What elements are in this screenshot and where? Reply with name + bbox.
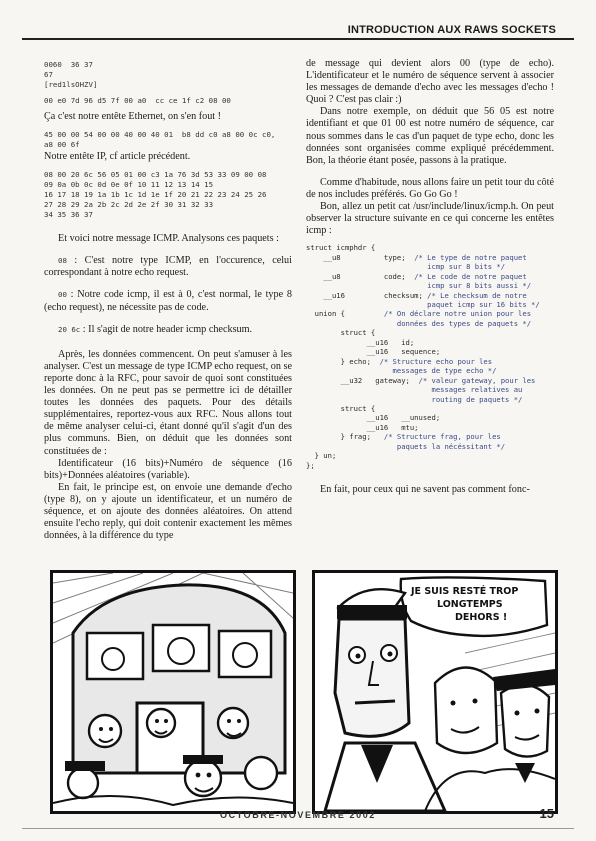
code-line xyxy=(306,432,554,441)
code-line xyxy=(306,262,554,271)
data-analysis-para: Après, les données commencent. On peut s'amuser à les analyser. C'est un message de type ICMP echo request, on se reporte donc à la RFC, pour savoir de quoi sont constituées les données. On ne peut pas se permettre ici de détailler toutes les données des paquets. Pour des détails supplémentaires, reportez-vous aux RFC. Nous allons tout de même analyser celui-ci, étant donné qu'il s'agit d'un des plus communs. Bien, on déduit que les données sont constituées de : xyxy=(44,348,292,457)
code-statement xyxy=(306,442,384,451)
code-statement: struct { xyxy=(306,404,376,414)
code-line xyxy=(306,376,554,385)
bubble-line-1: JE SUIS RESTÉ TROP xyxy=(411,586,519,597)
code-statement xyxy=(306,300,427,309)
code-line xyxy=(306,451,554,460)
code-statement xyxy=(306,395,419,404)
code-comment: /* On déclare notre union pour les xyxy=(383,309,532,319)
type-text: : C'est notre type ICMP, en l'occurence, celui correspondant à notre echo request. xyxy=(44,255,292,279)
code-statement: __u16 __unused; xyxy=(306,413,441,423)
code-comment: paquets la nécéssitant */ xyxy=(383,441,506,451)
code-line xyxy=(306,272,554,281)
page-number: 15 xyxy=(539,806,554,821)
code-comment: /* Le code de notre paquet xyxy=(414,271,527,281)
footer-rule xyxy=(22,828,574,829)
code-comment: paquet icmp sur 16 bits */ xyxy=(427,300,540,310)
comic-panel-outside xyxy=(312,570,558,814)
code-statement: __u8 type; xyxy=(306,252,415,262)
code-statement: } frag; xyxy=(306,432,384,442)
code-line xyxy=(306,385,554,394)
hex-dump-tail: 0060 36 37 67 [red1lsOHZV] xyxy=(44,60,98,89)
checksum-code: 20 6c xyxy=(58,324,81,334)
code-statement: union { xyxy=(306,309,384,319)
code-comment: icmp sur 8 bits */ xyxy=(414,262,506,272)
code-line xyxy=(306,404,554,413)
code-comment: /* Le type de notre paquet xyxy=(414,252,527,262)
code-line xyxy=(306,319,554,328)
icmp-intro: Et voici notre message ICMP. Analysons ces paquets : xyxy=(58,233,279,245)
code-line xyxy=(306,395,554,404)
code-line xyxy=(306,281,554,290)
code-line xyxy=(306,338,554,347)
hex-ip: 45 00 00 54 00 00 40 00 40 01 b8 dd c0 a8 00 0c c0, a8 00 6f xyxy=(44,130,276,150)
code-statement xyxy=(306,385,419,394)
code-line xyxy=(306,328,554,337)
data-structure-para: Identificateur (16 bits)+Numéro de séquence (16 bits)+Données aléatoires (variable). xyxy=(44,457,292,481)
code-statement xyxy=(306,262,414,271)
echo-type-para: de message qui devient alors 00 (type de echo). L'identificateur et le numéro de séquence servent à associer les messages de demande d'echo avec les messages d'echo ! Quoi ? C'est pas clair :) xyxy=(306,58,554,106)
code-comment: /* valeur gateway, pour les xyxy=(418,375,536,385)
code-statement: struct icmphdr { xyxy=(306,243,376,253)
left-column xyxy=(44,58,292,542)
code-statement: } echo; xyxy=(306,356,380,366)
code-statement: __u8 code; xyxy=(306,271,415,281)
code-statement xyxy=(306,281,414,290)
type-code: 08 xyxy=(58,256,67,266)
code-statement: __u16 id; xyxy=(306,337,415,347)
code-comment: /* Structure echo pour les xyxy=(379,356,493,366)
code-line xyxy=(306,366,554,375)
issue-date: OCTOBRE-NOVEMBRE 2002 xyxy=(220,810,376,820)
code-line xyxy=(306,423,554,432)
code-code: 00 xyxy=(58,290,67,300)
code-comment: données des types de paquets */ xyxy=(383,318,532,328)
code-statement: __u16 mtu; xyxy=(306,422,419,432)
character-illustration xyxy=(315,573,555,811)
code-line xyxy=(306,253,554,262)
includes-para: Comme d'habitude, nous allons faire un petit tour du côté de nos includes préférés. Go Go Go ! xyxy=(306,176,554,200)
ethernet-caption: Ça c'est notre entête Ethernet, on s'en fout ! xyxy=(44,111,222,122)
code-comment: icmp sur 8 bits aussi */ xyxy=(414,281,532,291)
icmphdr-code-block xyxy=(306,243,554,470)
bus-crowd-illustration xyxy=(53,573,293,811)
code-line xyxy=(306,347,554,356)
code-comment: /* Le checksum de notre xyxy=(427,290,527,300)
icmp-checksum-para xyxy=(44,324,292,336)
code-statement: struct { xyxy=(306,328,376,338)
running-header: INTRODUCTION AUX RAWS SOCKETS xyxy=(347,24,556,36)
principle-para: En fait, le principe est, on envoie une demande d'echo (type 8), on y ajoute un identificateur, et un numéro de séquence, et on ajoute des données aléatoires. On attend ensuite l'echo reply, qui doit contenir exactement les mêmes données, à la différence du type xyxy=(44,481,292,542)
code-statement xyxy=(306,319,384,328)
example-para: Dans notre exemple, on déduit que 56 05 est notre identifiant et que 01 00 est notre numéro de séquence, car nous sommes dans le cas d'un paquet de type echo, donc les données sont organisées comme expliqué précédemment. Bon, la théorie étant posée, passons à la pratique. xyxy=(306,106,554,166)
code-line xyxy=(306,291,554,300)
icmp-type-para xyxy=(44,255,292,279)
code-statement: __u32 gateway; xyxy=(306,375,419,385)
checksum-text: : Il s'agit de notre header icmp checksum. xyxy=(80,323,253,335)
code-statement: }; xyxy=(306,460,315,470)
code-line xyxy=(306,300,554,309)
code-statement: } un; xyxy=(306,451,337,461)
code-comment: routing de paquets */ xyxy=(418,394,523,404)
code-statement: __u16 sequence; xyxy=(306,347,441,357)
hex-ethernet: 00 e0 7d 96 d5 7f 00 a0 cc ce 1f c2 08 00 xyxy=(44,96,231,105)
code-comment: /* Structure frag, pour les xyxy=(383,432,501,442)
cat-para: Bon, allez un petit cat /usr/include/linux/icmp.h. On peut observer la structure suivante en ce qui concerne les entêtes icmp : xyxy=(306,201,554,237)
code-statement xyxy=(306,366,380,375)
right-column xyxy=(306,58,554,496)
ip-caption: Notre entête IP, cf article précédent. xyxy=(44,151,191,163)
code-line xyxy=(306,309,554,318)
hex-icmp: 08 00 20 6c 56 05 01 00 c3 1a 76 3d 53 33 09 00 08 09 0a 0b 0c 0d 0e 0f 10 11 12 13 14 15 16 17 18 19 1a 1b 1c 1d 1e 1f 20 21 22 23 24 25 26 27 28 29 2a 2b 2c 2d 2e 2f 30 31 32 33 34 35 36 37 xyxy=(44,170,267,220)
code-comment: messages de type echo */ xyxy=(379,366,497,376)
icmp-code-para xyxy=(44,289,292,313)
code-line xyxy=(306,442,554,451)
closing-para: En fait, pour ceux qui ne savent pas comment fonc- xyxy=(320,484,530,496)
code-comment: messages relatives au xyxy=(418,385,523,395)
code-text: : Notre code icmp, il est à 0, c'est normal, le type 8 (echo request), ne nécessite pas de code. xyxy=(44,289,292,313)
header-rule xyxy=(22,38,574,40)
bubble-line-3: DEHORS ! xyxy=(455,612,508,623)
code-statement: __u16 checksum; xyxy=(306,290,428,300)
code-line xyxy=(306,413,554,422)
code-line xyxy=(306,357,554,366)
bubble-line-2: LONGTEMPS xyxy=(437,599,503,610)
code-line xyxy=(306,243,554,252)
comic-panel-bus xyxy=(50,570,296,814)
code-line xyxy=(306,461,554,470)
